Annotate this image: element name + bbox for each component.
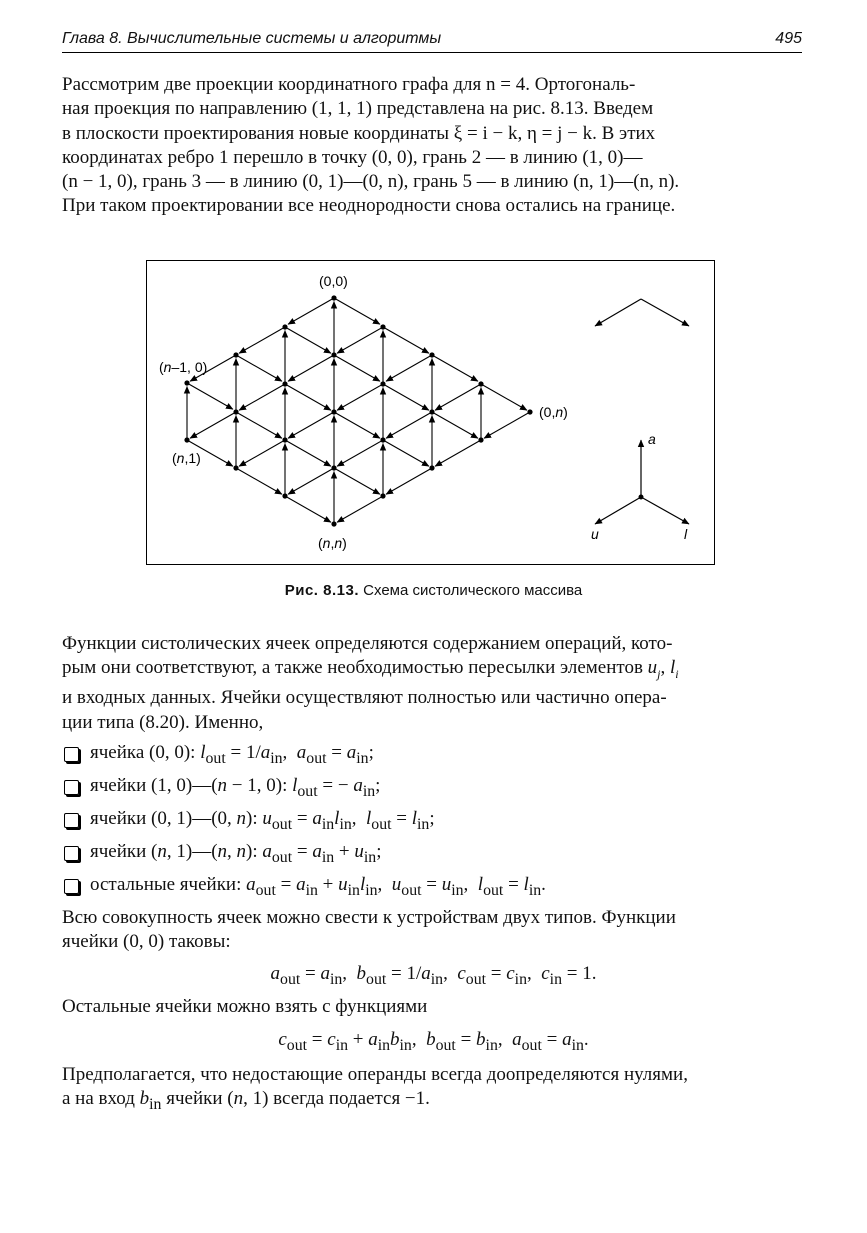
edge-right-down	[285, 327, 331, 353]
edge-right-down	[334, 412, 380, 438]
graph-node	[331, 521, 336, 526]
edge-left-down	[337, 496, 383, 522]
edge-left-down	[435, 384, 481, 410]
text-line: Остальные ячейки можно взять с функциями	[62, 996, 428, 1017]
rest-paragraph	[62, 995, 800, 1019]
graph-node	[282, 493, 287, 498]
text-line: ная проекция по направлению (1, 1, 1) представлена на рис. 8.13. Введем	[62, 98, 654, 120]
graph-node	[331, 409, 336, 414]
reduce-paragraph	[62, 906, 800, 955]
edge-right-down	[334, 298, 380, 324]
label-left-lower: (n,1)	[172, 450, 201, 466]
text-line: рым они соответствуют, а также необходимостью пересылки элементов $u_j$, $l_i$	[62, 657, 679, 682]
graph-node	[478, 381, 483, 386]
text-line: Предполагается, что недостающие операнды всегда доопределяются нулями,	[62, 1064, 688, 1085]
graph-node	[282, 381, 287, 386]
list-item-text: ячейка (0, 0): $l_{out} = 1/a_{in}$, $a_{out} = a_{in}$;	[90, 742, 374, 767]
edge-left-down	[239, 384, 285, 410]
edge-right-down	[383, 327, 429, 353]
list-item	[62, 840, 802, 873]
graph-node	[282, 324, 287, 329]
chapter-title: Глава 8. Вычислительные системы и алгоритмы	[62, 30, 442, 47]
graph-node	[429, 465, 434, 470]
edge-left-down	[337, 327, 383, 353]
caption-label: Рис. 8.13.	[284, 582, 359, 599]
graph-node	[184, 380, 189, 385]
checkbox-bullet-icon	[64, 813, 79, 828]
functions-paragraph	[62, 632, 800, 735]
label-right: (0,n)	[539, 404, 568, 420]
edge-left-down	[288, 468, 334, 494]
edge-left-down	[239, 327, 285, 353]
text-line: Всю совокупность ячеек можно свести к устройствам двух типов. Функции	[62, 907, 676, 928]
graph-node	[380, 324, 385, 329]
graph-node	[331, 465, 336, 470]
text-line: координатах ребро 1 перешло в точку (0, 0), грань 2 — в линию (1, 0)—	[62, 146, 643, 168]
figure-caption	[0, 582, 867, 599]
graph-node	[380, 437, 385, 442]
graph-node	[233, 352, 238, 357]
edge-left-down	[239, 440, 285, 466]
text-line: ции типа (8.20). Именно,	[62, 711, 264, 733]
edge-left-down	[190, 412, 236, 438]
edge-right-down	[432, 355, 478, 381]
graph-node	[380, 493, 385, 498]
checkbox-bullet-icon	[64, 846, 79, 861]
axis-label-u: u	[591, 526, 599, 542]
edge-left-down	[435, 440, 481, 466]
list-item-text: остальные ячейки: $a_{out} = a_{in} + u_{in}l_{in}$, $u_{out} = u_{in}$, $l_{out} = l_{in}$.	[90, 874, 546, 899]
graph-node	[527, 409, 532, 414]
formula-other-cells: $c_{out} = c_{in} + a_{in}b_{in}$, $b_{out} = b_{in}$, $a_{out} = a_{in}$.	[278, 1029, 589, 1054]
edge-left-down	[484, 412, 530, 438]
text-line: (n − 1, 0), грань 3 — в линию (0, 1)—(0, n), грань 5 — в линию (n, 1)—(n, n).	[62, 171, 680, 193]
intro-paragraph	[62, 73, 800, 219]
graph-node	[429, 352, 434, 357]
edge-right-down	[481, 384, 527, 410]
axis-label-a: a	[648, 431, 656, 447]
caption-text: Схема систолического массива	[363, 582, 583, 599]
edge-right-down	[334, 355, 380, 381]
final-paragraph	[62, 1063, 800, 1117]
edge-left-down	[288, 355, 334, 381]
edge-right-down	[187, 383, 233, 409]
text-line: ячейки (0, 0) таковы:	[62, 931, 231, 953]
graph-node	[233, 465, 238, 470]
edge-left-down	[288, 298, 334, 324]
graph-node	[184, 437, 189, 442]
label-top: (0,0)	[319, 273, 348, 289]
graph-node	[380, 381, 385, 386]
formula-cell-00: $a_{out} = a_{in}$, $b_{out} = 1/a_{in}$, $c_{out} = c_{in}$, $c_{in} = 1$.	[270, 963, 597, 988]
direction-glyph	[595, 299, 689, 326]
list-item	[62, 807, 802, 840]
list-item	[62, 741, 802, 774]
graph-node	[331, 352, 336, 357]
graph-nodes	[184, 295, 532, 526]
list-item-text: ячейки (1, 0)—(n − 1, 0): $l_{out}$ = − $a_{in}$;	[90, 775, 381, 800]
text-line: При таком проектировании все неоднородности снова остались на границе.	[62, 195, 676, 217]
edge-left-down	[337, 384, 383, 410]
edge-right-down	[432, 412, 478, 438]
edge-right-down	[383, 384, 429, 410]
edge-right-down	[334, 468, 380, 494]
list-item-text: ячейки (0, 1)—(0, n): $u_{out} = a_{in}l_{in}$, $l_{out} = l_{in}$;	[90, 808, 435, 833]
edge-left-down	[288, 412, 334, 438]
edge-right-down	[285, 496, 331, 522]
figure-frame	[146, 260, 715, 565]
list-item-text: ячейки (n, 1)—(n, n): $a_{out} = a_{in} + u_{in}$;	[90, 841, 382, 866]
edge-right-down	[236, 468, 282, 494]
axis-glyph	[595, 440, 689, 524]
graph-node	[282, 437, 287, 442]
cell-function-list	[62, 741, 802, 906]
text-line: и входных данных. Ячейки осуществляют полностью или частично опера-	[62, 687, 667, 709]
edge-left-down	[386, 355, 432, 381]
edge-left-down	[386, 412, 432, 438]
edge-right-down	[236, 412, 282, 438]
page-number: 495	[775, 30, 802, 47]
checkbox-bullet-icon	[64, 780, 79, 795]
edge-right-down	[285, 440, 331, 466]
edge-left-down	[386, 468, 432, 494]
text-line: Рассмотрим две проекции координатного графа для n = 4. Ортогональ-	[62, 74, 636, 95]
list-item	[62, 774, 802, 807]
list-item	[62, 873, 802, 906]
graph-node	[478, 437, 483, 442]
graph-node	[233, 409, 238, 414]
edge-left-down	[337, 440, 383, 466]
edge-right-down	[285, 384, 331, 410]
page-header	[62, 30, 802, 53]
text-line: Функции систолических ячеек определяются содержанием операций, кото-	[62, 633, 673, 654]
text-line: в плоскости проектирования новые координаты ξ = i − k, η = j − k. В этих	[62, 122, 656, 144]
edge-right-down	[236, 355, 282, 381]
graph-edges	[187, 298, 530, 524]
systolic-array-diagram	[147, 261, 714, 564]
axis-label-l: l	[684, 526, 688, 542]
text-line: а на вход $b_{in}$ ячейки (n, 1) всегда подается −1.	[62, 1088, 430, 1114]
label-left-upper: (n–1, 0)	[159, 359, 208, 375]
label-bottom: (n,n)	[318, 535, 347, 551]
checkbox-bullet-icon	[64, 747, 79, 762]
checkbox-bullet-icon	[64, 879, 79, 894]
graph-node	[429, 409, 434, 414]
graph-node	[331, 295, 336, 300]
edge-right-down	[383, 440, 429, 466]
